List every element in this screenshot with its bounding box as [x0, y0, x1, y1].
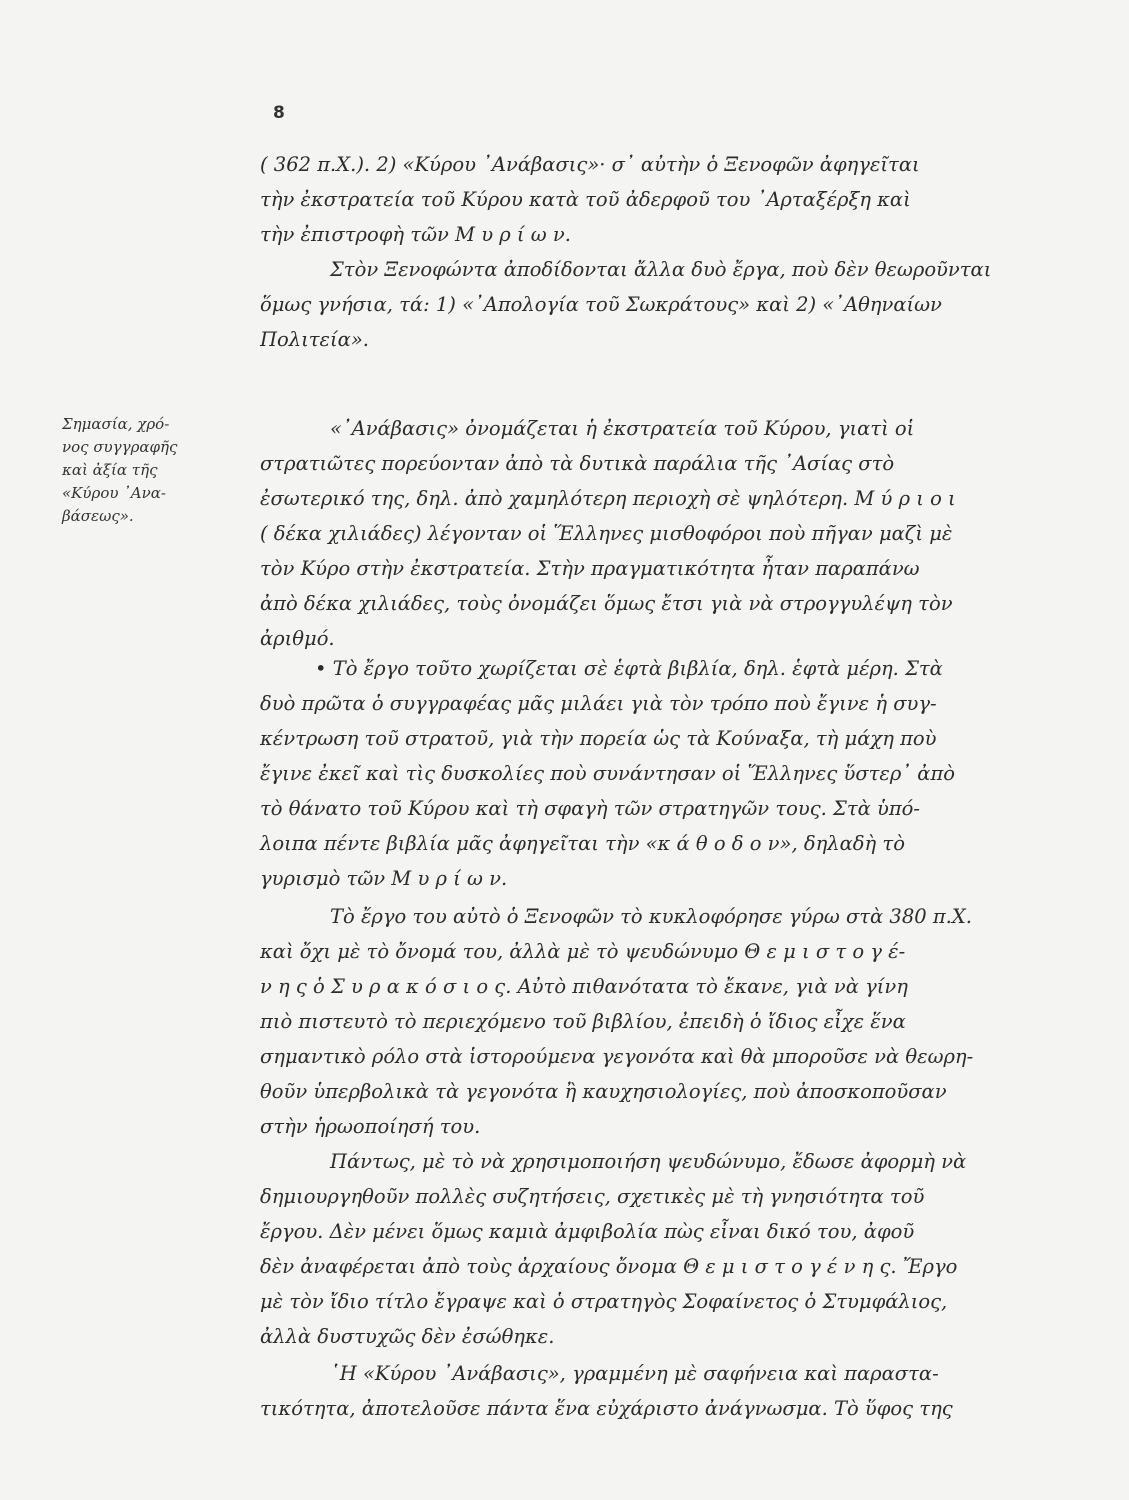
text-line: κέντρωση τοῦ στρατοῦ, γιὰ τὴν πορεία ὡς τὰ Κούναξα, τὴ μάχη ποὺ	[260, 727, 937, 750]
paragraph-3	[260, 651, 1105, 896]
text-line: δὲν ἀναφέρεται ἀπὸ τοὺς ἀρχαίους ὄνομα Θ ε μ ι σ τ ο γ έ ν η ς. Ἔργο	[260, 1255, 958, 1278]
paragraph-6	[260, 1356, 1105, 1426]
paragraph-2	[260, 411, 1105, 656]
text-line: Πολιτεία».	[260, 328, 369, 351]
text-line: ἐσωτερικό της, δηλ. ἀπὸ χαμηλότερη περιοχὴ σὲ ψηλότερη. Μ ύ ρ ι ο ι	[260, 487, 956, 510]
text-line: τὸ θάνατο τοῦ Κύρου καὶ τὴ σφαγὴ τῶν στρατηγῶν τους. Στὰ ὑπό-	[260, 797, 920, 820]
text-line: στρατιῶτες πορεύονταν ἀπὸ τὰ δυτικὰ παράλια τῆς ᾿Ασίας στὸ	[260, 452, 895, 475]
text-line: «᾿Ανάβασις» ὀνομάζεται ἡ ἐκστρατεία τοῦ Κύρου, γιατὶ οἱ	[330, 417, 915, 440]
text-line: ( δέκα χιλιάδες) λέγονταν οἱ Ἕλληνες μισθοφόροι ποὺ πῆγαν μαζὶ μὲ	[260, 522, 953, 545]
text-line: ῾Η «Κύρου ᾿Ανάβασις», γραμμένη μὲ σαφήνεια καὶ παραστα-	[330, 1362, 939, 1385]
text-line: τικότητα, ἀποτελοῦσε πάντα ἕνα εὐχάριστο ἀνάγνωσμα. Τὸ ὕφος της	[260, 1397, 953, 1420]
text-line: ἀλλὰ δυστυχῶς δὲν ἐσώθηκε.	[260, 1325, 555, 1348]
text-line: ἀπὸ δέκα χιλιάδες, τοὺς ὀνομάζει ὅμως ἔτσι γιὰ νὰ στρογγυλέψη τὸν	[260, 592, 953, 615]
margin-note	[62, 413, 232, 528]
text-line: δυὸ πρῶτα ὁ συγγραφέας μᾶς μιλάει γιὰ τὸν τρόπο ποὺ ἔγινε ἡ συγ-	[260, 692, 937, 715]
paragraph-1	[260, 147, 1105, 357]
text-line: ἀριθμό.	[260, 627, 335, 650]
text-line: τὴν ἐπιστροφὴ τῶν Μ υ ρ ί ω ν.	[260, 223, 571, 246]
margin-note-line: καὶ ἀξία τῆς	[62, 461, 158, 479]
text-line: τὸν Κύρο στὴν ἐκστρατεία. Στὴν πραγματικότητα ἦταν παραπάνω	[260, 557, 920, 580]
text-line: ἔργου. Δὲν μένει ὅμως καμιὰ ἀμφιβολία πὼς εἶναι δικό του, ἀφοῦ	[260, 1220, 915, 1243]
text-line: στὴν ἡρωοποίησή του.	[260, 1115, 481, 1138]
text-line: • Τὸ ἔργο τοῦτο χωρίζεται σὲ ἑφτὰ βιβλία, δηλ. ἑφτὰ μέρη. Στὰ	[315, 657, 943, 680]
text-line: τὴν ἐκστρατεία τοῦ Κύρου κατὰ τοῦ ἀδερφοῦ του ᾿Αρταξέρξη καὶ	[260, 188, 911, 211]
text-line: θοῦν ὑπερβολικὰ τὰ γεγονότα ἢ καυχησιολογίες, ποὺ ἀποσκοποῦσαν	[260, 1080, 947, 1103]
margin-note-line: Σημασία, χρό-	[62, 415, 170, 433]
text-line: Τὸ ἔργο του αὐτὸ ὁ Ξενοφῶν τὸ κυκλοφόρησε γύρω στὰ 380 π.Χ.	[330, 905, 972, 928]
text-line: ν η ς ὁ Σ υ ρ α κ ό σ ι ο ς. Αὐτὸ πιθανότατα τὸ ἔκανε, γιὰ νὰ γίνη	[260, 975, 908, 998]
paragraph-5	[260, 1144, 1105, 1354]
text-line: γυρισμὸ τῶν Μ υ ρ ί ω ν.	[260, 867, 508, 890]
text-line: Στὸν Ξενοφώντα ἀποδίδονται ἄλλα δυὸ ἔργα, ποὺ δὲν θεωροῦνται	[330, 258, 992, 281]
text-line: πιὸ πιστευτὸ τὸ περιεχόμενο τοῦ βιβλίου, ἐπειδὴ ὁ ἴδιος εἶχε ἕνα	[260, 1010, 906, 1033]
text-line: καὶ ὄχι μὲ τὸ ὄνομά του, ἀλλὰ μὲ τὸ ψευδώνυμο Θ ε μ ι σ τ ο γ έ-	[260, 940, 906, 963]
text-line: σημαντικὸ ρόλο στὰ ἱστορούμενα γεγονότα καὶ θὰ μποροῦσε νὰ θεωρη-	[260, 1045, 974, 1068]
text-line: λοιπα πέντε βιβλία μᾶς ἀφηγεῖται τὴν «κ ά θ ο δ ο ν», δηλαδὴ τὸ	[260, 832, 905, 855]
margin-note-line: βάσεως».	[62, 507, 134, 525]
text-line: ὅμως γνήσια, τά: 1) «᾿Απολογία τοῦ Σωκράτους» καὶ 2) «᾿Αθηναίων	[260, 293, 942, 316]
margin-note-line: νος συγγραφῆς	[62, 438, 178, 456]
paragraph-4	[260, 899, 1105, 1144]
text-line: ( 362 π.Χ.). 2) «Κύρου ᾿Ανάβασις»· σ᾿ αὐτὴν ὁ Ξενοφῶν ἀφηγεῖται	[260, 153, 920, 176]
margin-note-line: «Κύρου ᾿Ανα-	[62, 484, 166, 502]
text-line: δημιουργηθοῦν πολλὲς συζητήσεις, σχετικὲς μὲ τὴ γνησιότητα τοῦ	[260, 1185, 925, 1208]
page-number: 8	[273, 103, 285, 123]
text-line: Πάντως, μὲ τὸ νὰ χρησιμοποιήση ψευδώνυμο, ἔδωσε ἀφορμὴ νὰ	[330, 1150, 967, 1173]
text-line: μὲ τὸν ἴδιο τίτλο ἔγραψε καὶ ὁ στρατηγὸς Σοφαίνετος ὁ Στυμφάλιος,	[260, 1290, 948, 1313]
text-line: ἔγινε ἐκεῖ καὶ τὶς δυσκολίες ποὺ συνάντησαν οἱ Ἕλληνες ὕστερ᾿ ἀπὸ	[260, 762, 956, 785]
